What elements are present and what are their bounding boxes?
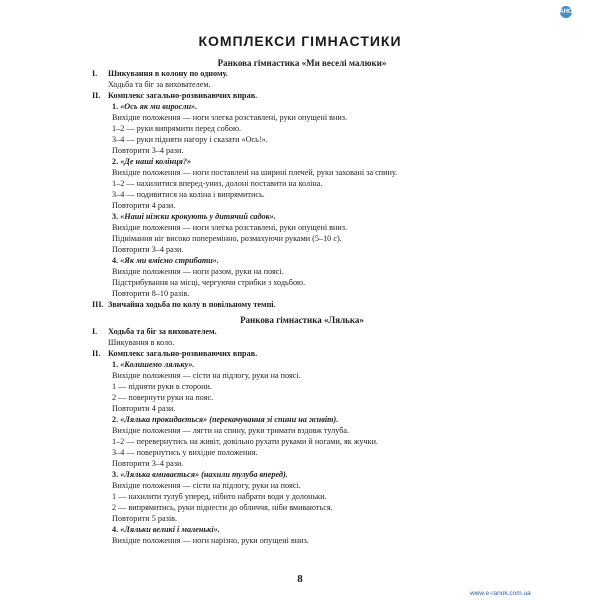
roman-numeral: І. (92, 69, 98, 78)
exercise-line: 1 — нахилити тулуб уперед, нібито набрати води у долоньки. (112, 492, 327, 501)
roman-numeral: ІІІ. (92, 300, 104, 309)
exercise-line: Повторити 3–4 рази. (112, 245, 184, 254)
exercise-line: Вихідне положення — лягти на спину, руки тримати вздовж тулуба. (112, 426, 350, 435)
exercise-title (112, 525, 220, 535)
exercise-line: Піднімання ніг високо поперемінно, розмахуючи руками (5–10 с). (112, 234, 342, 243)
exercise-line: 1–2 — перевернутись на живіт, довільно рухати руками й ногами, як жучки. (112, 437, 379, 446)
roman-numeral: ІІ. (92, 349, 101, 358)
page-number: 8 (297, 573, 303, 585)
item-text: Ходьба та біг за вихователем. (108, 327, 217, 336)
exercise-line: Вихідне положення — сісти на підлогу, руки на поясі. (112, 481, 301, 490)
exercise-title (112, 415, 338, 425)
list-item (92, 300, 276, 310)
exercise-title (112, 256, 219, 266)
exercise-line: Вихідне положення — ноги злегка розставлені, руки опущені вниз. (112, 113, 348, 122)
exercise-line: Повторити 4 рази. (112, 404, 176, 413)
item-text: Комплекс загально-розвиваючих вправ. (108, 91, 258, 100)
exercise-number: 2. (112, 415, 119, 424)
exercise-line: 3–4 — руки підняти нагору і сказати «Ось!». (112, 135, 268, 144)
list-item (92, 327, 217, 337)
exercise-title (112, 470, 288, 480)
exercise-line: Вихідне положення — сісти на підлогу, руки на поясі. (112, 371, 301, 380)
item-text: Шикування в колону по одному. (108, 69, 228, 78)
item-subtext: Ходьба та біг за вихователем. (108, 80, 211, 89)
exercise-name: «Ось як ми виросли». (120, 102, 198, 111)
exercise-line: Підстрибування на місці, чергуючи стрибки з ходьбою. (112, 278, 306, 287)
section-title-2: Ранкова гімнастика «Лялька» (240, 315, 364, 325)
exercise-line: Повторити 8–10 разів. (112, 289, 190, 298)
list-item (92, 349, 257, 359)
publisher-logo-icon: РАНОК (560, 6, 572, 18)
exercise-line: Повторити 5 разів. (112, 514, 178, 523)
exercise-number: 1. (112, 360, 119, 369)
exercise-line: Повторити 4 рази. (112, 201, 176, 210)
exercise-line: 2 — повернути руки на пояс. (112, 393, 214, 402)
exercise-line: Вихідне положення — ноги поставлені на ширині плечей, руки заховані за спину. (112, 168, 398, 177)
exercise-name: «Як ми вміємо стрибати». (120, 256, 219, 265)
exercise-line: Повторити 3–4 рази. (112, 459, 184, 468)
exercise-line: Вихідне положення — ноги разом, руки на поясі. (112, 267, 284, 276)
exercise-name: «Лялька вмивається» (нахили тулуба вперед). (120, 470, 288, 479)
website-link[interactable]: www.e-ranok.com.ua (470, 590, 531, 597)
exercise-title (112, 212, 276, 222)
exercise-title (112, 102, 197, 112)
exercise-line: Вихідне положення — ноги нарізно, руки опущені вниз. (112, 536, 309, 545)
exercise-line: 3–4 — подивитися на коліна і випрямитись. (112, 190, 265, 199)
exercise-line: 1 — підняти руки в сторони. (112, 382, 212, 391)
list-item (92, 91, 257, 101)
roman-numeral: І. (92, 327, 98, 336)
list-item (92, 69, 228, 79)
exercise-name: «Ляльки великі і маленькі». (120, 525, 220, 534)
exercise-number: 2. (112, 157, 119, 166)
exercise-number: 1. (112, 102, 119, 111)
exercise-line: 2 — випрямитись, руки піднести до обличчя, ніби вмиваються. (112, 503, 333, 512)
roman-numeral: ІІ. (92, 91, 101, 100)
exercise-name: «Де наші колінця?» (120, 157, 192, 166)
exercise-number: 3. (112, 212, 119, 221)
section-title-1: Ранкова гімнастика «Ми веселі малюки» (217, 58, 387, 68)
exercise-number: 3. (112, 470, 119, 479)
exercise-line: Вихідне положення — ноги злегка розставлені, руки опущені вниз. (112, 223, 348, 232)
page-title: КОМПЛЕКСИ ГІМНАСТИКИ (198, 33, 402, 49)
item-text: Звичайна ходьба по колу в повільному темпі. (108, 300, 276, 309)
exercise-name: «Колишемо ляльку». (120, 360, 195, 369)
exercise-name: «Лялька прокидається» (перекачування зі спини на живіт). (120, 415, 339, 424)
exercise-number: 4. (112, 256, 119, 265)
exercise-title (112, 157, 191, 167)
exercise-line: 1–2 — руки випрямити перед собою. (112, 124, 242, 133)
exercise-title (112, 360, 194, 370)
exercise-name: «Наші ніжки крокують у дитячий садок». (120, 212, 276, 221)
item-subtext: Шикування в коло. (108, 338, 175, 347)
item-text: Комплекс загально-розвиваючих вправ. (108, 349, 258, 358)
exercise-number: 4. (112, 525, 119, 534)
exercise-line: 3–4 — повернутись у вихідне положення. (112, 448, 258, 457)
exercise-line: Повторити 3–4 рази. (112, 146, 184, 155)
exercise-line: 1–2 — нахилитися вперед-униз, долоні поставити на коліна. (112, 179, 323, 188)
